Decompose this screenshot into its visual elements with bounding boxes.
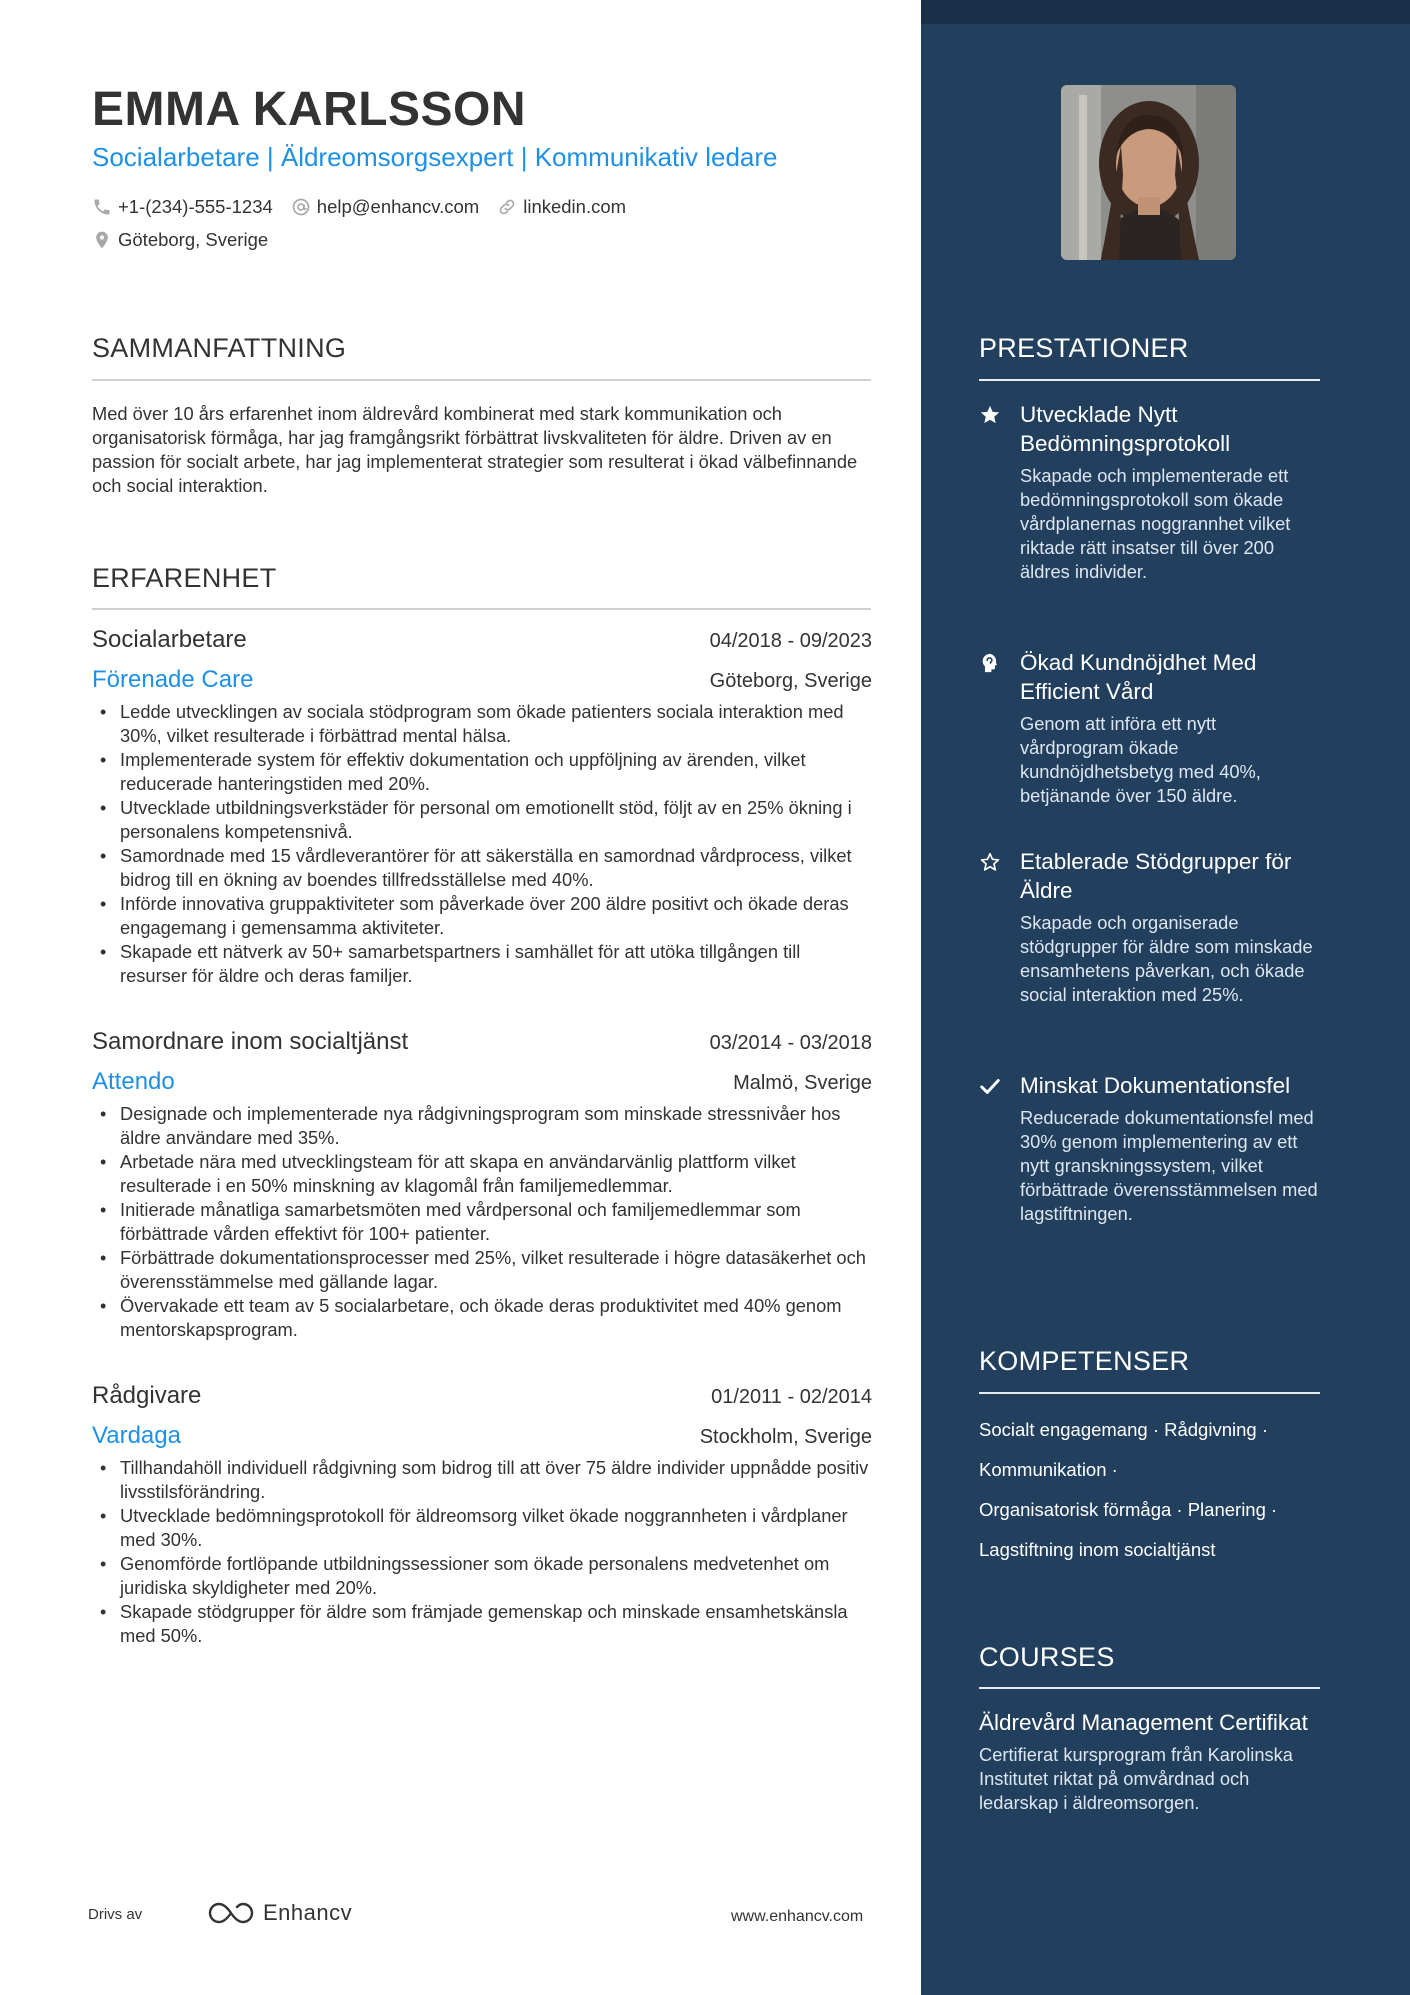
job-bullet: • Samordnade med 15 vårdleverantörer för att säkerställa en samordnad vårdprocess, vilket bidrog till en ökning av boendes tillfredsställelse med 40%. [92, 844, 872, 892]
website-link[interactable]: www.enhancv.com [731, 1908, 864, 1925]
job-bullet: • Genomförde fortlöpande utbildningssessioner som ökade personalens medvetenhet om juridiska skyldigheter med 20%. [92, 1552, 872, 1600]
courses-section-title: COURSES [979, 1642, 1115, 1672]
job-bullet: • Införde innovativa gruppaktiviteter som påverkade över 200 äldre positivt och ökade deras engagemang i gemensamma aktiviteter. [92, 892, 872, 940]
job-entry [92, 1382, 872, 1648]
job-bullet: • Skapade stödgrupper för äldre som främjade gemenskap och minskade ensamhetskänsla med 50%. [92, 1600, 872, 1648]
experience-section-title: ERFARENHET [92, 563, 277, 593]
job-bullet: • Övervakade ett team av 5 socialarbetare, och ökade deras produktivitet med 40% genom mentorskapsprogram. [92, 1294, 872, 1342]
job-title: Samordnare inom socialtjänst [92, 1028, 409, 1055]
phone-text: +1-(234)-555-1234 [118, 196, 273, 217]
job-dates: 01/2011 - 02/2014 [711, 1386, 872, 1408]
job-location: Malmö, Sverige [733, 1072, 872, 1094]
brand-name: Enhancv [263, 1900, 353, 1925]
sidebar-top-band [921, 0, 1410, 24]
skills-section-title: KOMPETENSER [979, 1346, 1190, 1376]
job-company[interactable]: Förenade Care [92, 666, 254, 693]
linkedin-contact[interactable] [497, 196, 626, 218]
star-filled-icon [979, 404, 1001, 426]
at-icon [291, 197, 311, 217]
candidate-name: EMMA KARLSSON [92, 83, 527, 136]
achievement-item [979, 400, 1324, 584]
achievement-title: Ökad Kundnöjdhet Med Efficient Vård [1020, 650, 1257, 704]
experience-divider [92, 608, 871, 610]
skills-list [979, 1410, 1324, 1570]
achievement-item [979, 847, 1324, 1007]
job-company[interactable]: Attendo [92, 1068, 175, 1095]
enhancv-infinity-icon [207, 1900, 255, 1926]
job-entry [92, 626, 872, 988]
powered-by-label: Drivs av [88, 1906, 143, 1923]
phone-contact[interactable] [92, 196, 273, 218]
achievement-title: Minskat Dokumentationsfel [1020, 1073, 1291, 1098]
job-bullet: • Arbetade nära med utvecklingsteam för att skapa en användarvänlig plattform vilket resulterade i en 50% minskning av klagomål från familjemedlemmar. [92, 1150, 872, 1198]
headline: Socialarbetare | Äldreomsorgsexpert | Kommunikativ ledare [92, 142, 778, 172]
job-bullet: • Utvecklade utbildningsverkstäder för personal om emotionellt stöd, följt av en 25% ökning i personalens kompetensnivå. [92, 796, 872, 844]
job-bullets [92, 1102, 872, 1342]
achievement-title: Utvecklade Nytt Bedömningsprotokoll [1020, 402, 1231, 456]
summary-divider [92, 379, 871, 381]
course-item [979, 1708, 1324, 1815]
job-bullet: • Initierade månatliga samarbetsmöten med vårdpersonal och familjemedlemmar som förbättrade vården effektivt för 100+ patienter. [92, 1198, 872, 1246]
job-location: Stockholm, Sverige [699, 1426, 872, 1448]
achievement-description: Genom att införa ett nytt vårdprogram ökade kundnöjdhetsbetyg med 40%, betjänande över 150 äldre. [1020, 713, 1261, 806]
achievement-title: Etablerade Stödgrupper för Äldre [1020, 849, 1292, 903]
checkmark-icon [979, 1075, 1001, 1097]
skill-line: Lagstiftning inom socialtjänst [979, 1539, 1216, 1560]
job-dates: 04/2018 - 09/2023 [709, 630, 872, 652]
achievements-section-title: PRESTATIONER [979, 333, 1189, 363]
achievement-description: Skapade och implementerade ett bedömningsprotokoll som ökade vårdplanernas noggrannhet vilket riktade rätt insatser till över 200 äldres individer. [1020, 465, 1291, 582]
profile-photo [1061, 85, 1236, 260]
job-bullet: • Skapade ett nätverk av 50+ samarbetspartners i samhället för att utöka tillgången till resurser för äldre och deras familjer. [92, 940, 872, 988]
phone-icon [92, 197, 112, 217]
job-location: Göteborg, Sverige [709, 670, 872, 692]
skills-divider [979, 1392, 1320, 1394]
job-dates: 03/2014 - 03/2018 [709, 1032, 872, 1054]
star-outline-icon [979, 851, 1001, 873]
job-bullet: • Tillhandahöll individuell rådgivning som bidrog till att över 75 äldre individer uppnådde positiv livsstilsförändring. [92, 1456, 872, 1504]
job-bullets [92, 700, 872, 988]
link-icon [497, 197, 517, 217]
job-title: Socialarbetare [92, 626, 247, 653]
course-title: Äldrevård Management Certifikat [979, 1710, 1308, 1735]
courses-divider [979, 1687, 1320, 1689]
location-text: Göteborg, Sverige [118, 229, 269, 250]
email-text: help@enhancv.com [316, 196, 480, 217]
location-pin-icon [92, 230, 112, 250]
achievement-description: Reducerade dokumentationsfel med 30% genom implementering av ett nytt granskningssystem, vilket förbättrade överensstämmelsen med lagstiftningen. [1020, 1107, 1318, 1224]
job-company[interactable]: Vardaga [92, 1422, 181, 1449]
achievement-description: Skapade och organiserade stödgrupper för äldre som minskade ensamhetens påverkan, och ökade social interaktion med 25%. [1020, 912, 1313, 1005]
job-bullet: • Implementerade system för effektiv dokumentation och uppföljning av ärenden, vilket reducerade hanteringstiden med 20%. [92, 748, 872, 796]
job-title: Rådgivare [92, 1382, 202, 1409]
linkedin-text: linkedin.com [523, 196, 627, 217]
achievement-item [979, 1071, 1324, 1226]
achievement-item [979, 648, 1324, 808]
summary-text: Med över 10 års erfarenhet inom äldrevård kombinerat med stark kommunikation och organisatorisk förmåga, har jag framgångsrikt förbättrat livskvaliteten för äldre. Driven av en passion för socialt arbete, har jag implementerat strategier som resulterat i ökad välbefinnande och social interaktion. [92, 403, 858, 496]
location-contact [92, 229, 268, 251]
contact-row [92, 196, 644, 218]
achievements-divider [979, 379, 1320, 381]
summary-section-title: SAMMANFATTNING [92, 333, 347, 363]
job-bullet: • Designade och implementerade nya rådgivningsprogram som minskade stressnivåer hos äldre användare med 35%. [92, 1102, 872, 1150]
portrait-image [1061, 85, 1236, 260]
email-contact[interactable] [291, 196, 479, 218]
skill-line: Socialt engagemang · Rådgivning · [979, 1419, 1268, 1440]
course-description: Certifierat kursprogram från Karolinska Institutet riktat på omvårdnad och ledarskap i äldreomsorgen. [979, 1744, 1293, 1813]
enhancv-logo[interactable] [207, 1900, 352, 1926]
sidebar [921, 0, 1410, 1995]
skill-line: Organisatorisk förmåga · Planering · [979, 1499, 1278, 1520]
job-bullet: • Ledde utvecklingen av sociala stödprogram som ökade patienters sociala interaktion med 30%, vilket resulterade i förbättrad mental hälsa. [92, 700, 872, 748]
skill-line: Kommunikation · [979, 1459, 1118, 1480]
job-bullet: • Utvecklade bedömningsprotokoll för äldreomsorg vilket ökade noggrannheten i vårdplaner med 30%. [92, 1504, 872, 1552]
job-bullets [92, 1456, 872, 1648]
head-brain-icon [979, 652, 1001, 674]
job-bullet: • Förbättrade dokumentationsprocesser med 25%, vilket resulterade i högre datasäkerhet och överensstämmelse med gällande lagar. [92, 1246, 872, 1294]
location-row [92, 229, 286, 251]
job-entry [92, 1028, 872, 1342]
